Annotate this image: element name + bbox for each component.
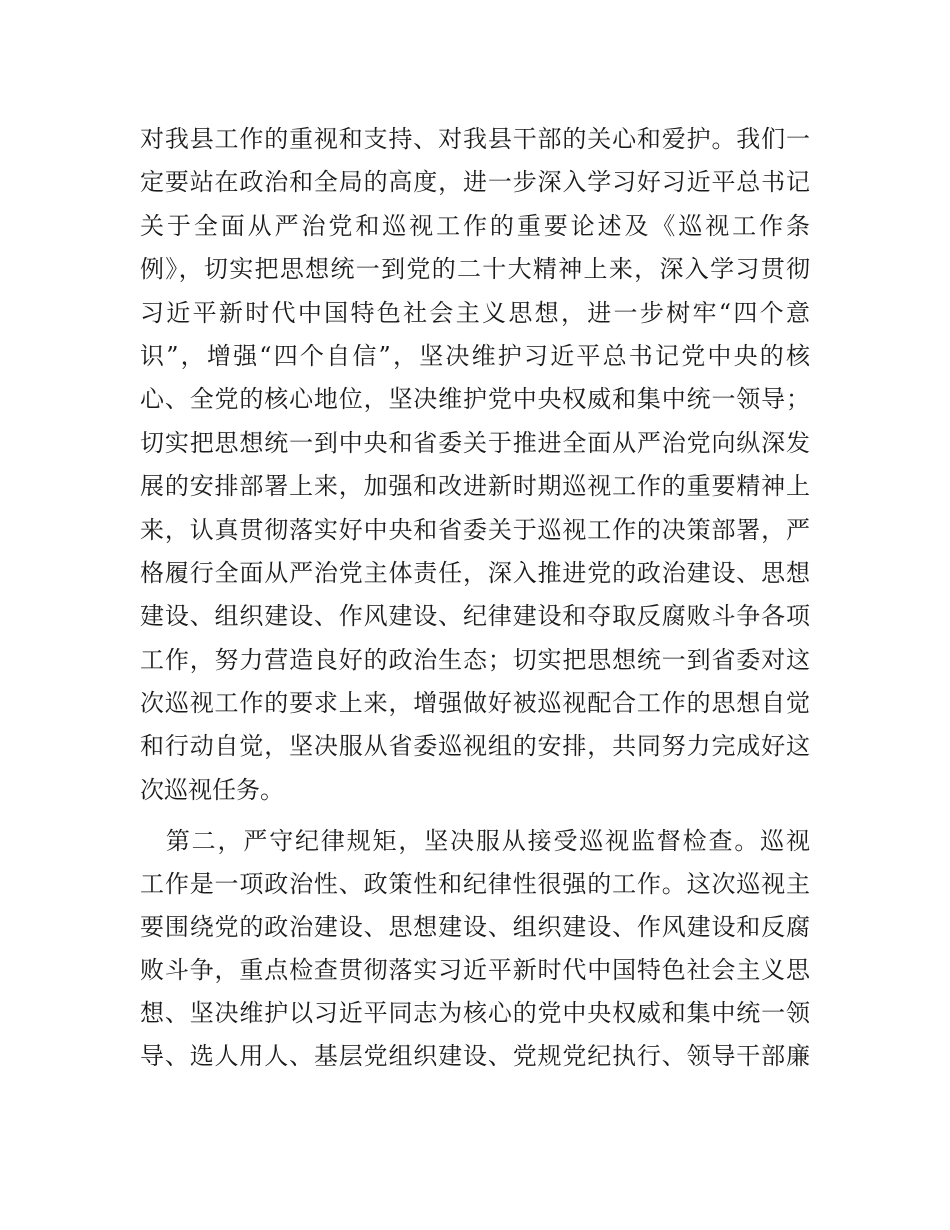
text-line: 败斗争，重点检查贯彻落实习近平新时代中国特色社会主义思	[140, 956, 810, 985]
text-line: 来，认真贯彻落实好中央和省委关于巡视工作的决策部署，严	[140, 515, 810, 544]
text-line: 对我县工作的重视和支持、对我县干部的关心和爱护。我们一	[140, 125, 810, 153]
text-line: 切实把思想统一到中央和省委关于推进全面从严治党向纵深发	[140, 428, 810, 457]
text-line: 次巡视工作的要求上来，增强做好被巡视配合工作的思想自觉	[140, 689, 810, 718]
text-line: 关于全面从严治党和巡视工作的重要论述及《巡视工作条	[140, 211, 810, 240]
text-line: 要围绕党的政治建设、思想建设、组织建设、作风建设和反腐	[140, 913, 810, 942]
text-line: 工作是一项政治性、政策性和纪律性很强的工作。这次巡视主	[140, 870, 810, 899]
text-line: 导、选人用人、基层党组织建设、党规党纪执行、领导干部廉	[140, 1042, 810, 1071]
text-line: 心、全党的核心地位，坚决维护党中央权威和集中统一领导；	[140, 385, 810, 414]
text-line: 建设、组织建设、作风建设、纪律建设和夺取反腐败斗争各项	[140, 602, 810, 631]
paragraph-gap	[140, 812, 810, 820]
text-line: 格履行全面从严治党主体责任，深入推进党的政治建设、思想	[140, 558, 810, 587]
text-line: 定要站在政治和全局的高度，进一步深入学习好习近平总书记	[140, 168, 810, 197]
text-line: 识”，增强“四个自信”，坚决维护习近平总书记党中央的核	[140, 341, 810, 370]
text-line: 第二，严守纪律规矩，坚决服从接受巡视监督检查。巡视	[140, 827, 810, 856]
paragraph-1	[140, 118, 810, 812]
text-line: 和行动自觉，坚决服从省委巡视组的安排，共同努力完成好这	[140, 732, 810, 761]
text-line: 次巡视任务。	[140, 775, 284, 804]
text-line: 习近平新时代中国特色社会主义思想，进一步树牢“四个意	[140, 298, 810, 327]
document-body	[140, 118, 810, 1078]
paragraph-2	[140, 820, 810, 1078]
text-line: 展的安排部署上来，加强和改进新时期巡视工作的重要精神上	[140, 472, 810, 501]
text-line: 想、坚决维护以习近平同志为核心的党中央权威和集中统一领	[140, 999, 810, 1028]
text-line: 工作，努力营造良好的政治生态；切实把思想统一到省委对这	[140, 645, 810, 674]
text-line: 例》，切实把思想统一到党的二十大精神上来，深入学习贯彻	[140, 255, 810, 284]
